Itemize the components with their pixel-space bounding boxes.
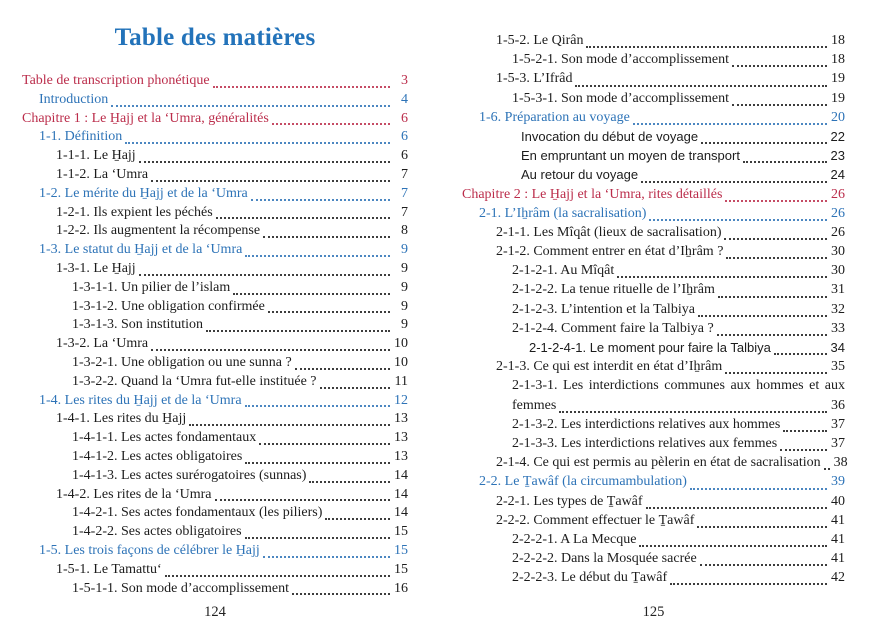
toc-leader-dots	[251, 199, 390, 201]
toc-entry-label: En empruntant un moyen de transport	[521, 148, 740, 164]
toc-entry	[22, 355, 408, 374]
toc-leader-dots	[725, 200, 827, 202]
toc-left-page	[22, 73, 408, 599]
toc-leader-dots	[717, 334, 827, 336]
toc-entry	[22, 148, 408, 167]
toc-leader-dots	[690, 488, 827, 490]
toc-leader-dots	[309, 481, 390, 483]
toc-entry	[462, 263, 845, 282]
toc-entry	[462, 494, 845, 513]
toc-leader-dots	[272, 123, 390, 125]
toc-page-number: 9	[401, 242, 408, 258]
toc-entry	[22, 374, 408, 393]
toc-leader-dots	[213, 86, 390, 88]
toc-entry	[462, 91, 845, 110]
toc-entry-label: 1-3-1-1. Un pilier de l’islam	[72, 279, 231, 295]
toc-leader-dots	[586, 46, 827, 48]
toc-page-number: 30	[831, 263, 845, 279]
toc-leader-dots	[268, 311, 390, 313]
toc-entry-label: 2-2. Le Ṯawâf (la circumambulation)	[479, 474, 687, 490]
toc-entry	[22, 205, 408, 224]
toc-entry-label: 1-6. Préparation au voyage	[479, 109, 630, 125]
toc-leader-dots	[718, 296, 827, 298]
toc-entry-label: Chapitre 1 : Le H̱ajj et la ‘Umra, généralités	[22, 110, 269, 126]
toc-page-number: 6	[401, 148, 408, 164]
toc-entry	[462, 436, 845, 455]
toc-entry-label: 1-5-3-1. Son mode d’accomplissement	[512, 90, 729, 106]
toc-entry-label: Table de transcription phonétique	[22, 73, 210, 88]
toc-entry	[22, 167, 408, 186]
toc-leader-dots	[559, 411, 827, 413]
toc-entry-label: 1-4-1-3. Les actes surérogatoires (sunnas)	[72, 467, 307, 483]
toc-entry-label: 1-5-1-1. Son mode d’accomplissement	[72, 580, 289, 596]
toc-entry	[22, 242, 408, 261]
toc-entry	[462, 302, 845, 321]
toc-entry-label: 1-4-1-1. Les actes fondamentaux	[72, 430, 257, 446]
toc-entry-label: 1-3. Le statut du H̱ajj et de la ‘Umra	[39, 242, 243, 258]
toc-leader-dots	[325, 518, 390, 520]
toc-entry	[22, 73, 408, 92]
toc-entry-label: 2-1-3-2. Les interdictions relatives aux hommes	[512, 416, 781, 432]
page-title: Table des matières	[114, 24, 316, 51]
toc-entry-label: 2-1-2-4-1. Le moment pour faire la Talbiya	[529, 340, 771, 355]
toc-leader-dots	[139, 161, 390, 163]
toc-page-number: 10	[394, 336, 408, 352]
toc-entry	[22, 543, 408, 562]
toc-leader-dots	[125, 142, 390, 144]
toc-leader-dots	[698, 315, 827, 317]
toc-page-number: 9	[401, 317, 408, 333]
toc-page-number: 13	[394, 411, 408, 427]
toc-leader-dots	[292, 593, 390, 595]
toc-entry-label: 1-4. Les rites du H̱ajj et de la ‘Umra	[39, 392, 242, 408]
toc-entry	[462, 359, 845, 378]
toc-leader-dots	[701, 142, 827, 144]
toc-leader-dots	[646, 507, 827, 509]
toc-entry-label: Chapitre 2 : Le H̱ajj et la ‘Umra, rites détaillés	[462, 186, 723, 202]
toc-entry	[462, 187, 845, 206]
toc-entry-label: 2-1-3-3. Les interdictions relatives aux femmes	[512, 435, 778, 451]
toc-right-page	[462, 33, 848, 589]
toc-page-number: 14	[394, 467, 408, 483]
toc-entry	[22, 581, 408, 600]
toc-entry	[462, 513, 845, 532]
toc-entry	[462, 378, 845, 397]
toc-page-number: 41	[831, 531, 845, 547]
toc-entry-label: 1-3-1-3. Son institution	[72, 317, 204, 333]
toc-leader-dots	[151, 180, 390, 182]
toc-entry-label: 1-2-2. Ils augmentent la récompense	[56, 223, 261, 239]
toc-entry	[462, 321, 845, 340]
toc-leader-dots	[245, 462, 390, 464]
toc-entry	[462, 340, 845, 359]
toc-leader-dots	[189, 424, 390, 426]
toc-entry	[462, 52, 845, 71]
toc-leader-dots	[732, 104, 827, 106]
toc-leader-dots	[617, 276, 827, 278]
toc-page-number: 24	[830, 167, 845, 183]
toc-page-number: 9	[401, 260, 408, 276]
toc-page-number: 35	[831, 359, 845, 375]
toc-leader-dots	[151, 349, 390, 351]
toc-page-number: 38	[833, 455, 848, 471]
toc-page-number: 7	[401, 185, 408, 201]
toc-page-number: 13	[394, 448, 408, 464]
toc-page-number: 19	[831, 71, 845, 87]
toc-entry	[22, 129, 408, 148]
toc-entry	[462, 282, 845, 301]
toc-entry-label: 2-2-1. Les types de Ṯawâf	[496, 493, 643, 509]
toc-page-number: 15	[394, 524, 408, 540]
toc-page-number: 12	[394, 392, 408, 408]
toc-entry	[22, 317, 408, 336]
toc-entry-label: 1-3-2-2. Quand la ‘Umra fut-elle instituée ?	[72, 373, 317, 389]
toc-page-number: 19	[831, 90, 845, 106]
toc-entry	[462, 33, 845, 52]
toc-entry-label: 2-1-2. Comment entrer en état d’Iẖrâm ?	[496, 244, 724, 260]
toc-page-number: 32	[831, 301, 845, 317]
toc-entry-label: 1-3-1. Le H̱ajj	[56, 260, 136, 276]
toc-entry-label: 1-5-2-1. Son mode d’accomplissement	[512, 52, 729, 68]
toc-entry-label: 1-3-2-1. Une obligation ou une sunna ?	[72, 354, 292, 370]
toc-entry-label: 1-4-1-2. Les actes obligatoires	[72, 448, 243, 464]
toc-entry-label: Invocation du début de voyage	[521, 128, 699, 144]
toc-page-number: 37	[831, 435, 845, 451]
toc-page-number: 34	[830, 340, 845, 355]
toc-leader-dots	[320, 387, 390, 389]
toc-leader-dots	[215, 499, 391, 501]
toc-page-number: 26	[831, 186, 845, 202]
toc-page-number: 7	[401, 166, 408, 182]
toc-entry-label: 1-4-2. Les rites de la ‘Umra	[56, 486, 212, 502]
toc-leader-dots	[639, 545, 827, 547]
toc-entry	[462, 532, 845, 551]
toc-entry-label: 2-1-2-3. L’intention et la Talbiya	[512, 301, 695, 317]
toc-entry	[462, 206, 845, 225]
toc-page-number: 41	[831, 512, 845, 528]
toc-page-number: 4	[401, 91, 408, 107]
toc-page-number: 31	[831, 282, 845, 298]
toc-page-number: 41	[831, 551, 845, 567]
toc-leader-dots	[295, 368, 390, 370]
toc-page-number: 3	[401, 73, 408, 88]
toc-page-number: 16	[394, 580, 408, 596]
toc-entry-label: 1-4-2-1. Ses actes fondamentaux (les piliers)	[72, 505, 323, 521]
toc-leader-dots	[263, 236, 390, 238]
toc-leader-dots	[743, 161, 827, 163]
toc-entry-label: 2-2-2. Comment effectuer le Ṯawâf	[496, 512, 695, 528]
toc-page-number: 11	[394, 373, 408, 389]
toc-page-number: 39	[831, 474, 845, 490]
toc-leader-dots	[165, 575, 390, 577]
toc-leader-dots	[216, 217, 390, 219]
toc-leader-dots	[263, 556, 390, 558]
toc-leader-dots	[697, 526, 827, 528]
toc-entry-label: 2-1-2-1. Au Mîqât	[512, 263, 615, 279]
toc-leader-dots	[724, 238, 827, 240]
toc-page-number: 13	[394, 430, 408, 446]
toc-leader-dots	[726, 257, 827, 259]
toc-entry	[22, 562, 408, 581]
toc-entry-label: 2-2-2-1. A La Mecque	[512, 531, 637, 547]
toc-entry-label: 2-1-3-1. Les interdictions communes aux hommes et aux	[512, 378, 845, 394]
toc-entry	[22, 223, 408, 242]
toc-entry-label: 1-3-2. La ‘Umra	[56, 336, 149, 352]
toc-leader-dots	[575, 85, 827, 87]
toc-entry	[22, 393, 408, 412]
toc-leader-dots	[670, 583, 827, 585]
toc-page-number: 36	[831, 397, 845, 413]
toc-entry	[462, 71, 845, 90]
toc-entry-label: 2-1. L’Iẖrâm (la sacralisation)	[479, 205, 647, 221]
toc-page-number: 9	[401, 298, 408, 314]
toc-page-number: 14	[394, 505, 408, 521]
toc-page-number: 30	[831, 244, 845, 260]
toc-entry-label: 1-5-2. Le Qirân	[496, 33, 584, 48]
toc-entry-label: 2-1-1. Les Mîqât (lieux de sacralisation)	[496, 224, 722, 240]
toc-leader-dots	[641, 181, 827, 183]
toc-entry	[22, 336, 408, 355]
toc-entry	[22, 505, 408, 524]
toc-entry	[22, 280, 408, 299]
toc-entry-label: Introduction	[39, 91, 109, 107]
toc-entry	[462, 148, 845, 167]
toc-entry	[22, 92, 408, 111]
toc-entry-label: 1-5. Les trois façons de célébrer le H̱ajj	[39, 542, 260, 558]
toc-leader-dots	[732, 65, 827, 67]
toc-page-number: 40	[831, 493, 845, 509]
toc-entry	[462, 474, 845, 493]
toc-page-number: 15	[394, 542, 408, 558]
toc-leader-dots	[139, 274, 390, 276]
toc-leader-dots	[649, 219, 827, 221]
toc-page-number: 15	[394, 561, 408, 577]
toc-page-number: 18	[831, 52, 845, 68]
toc-entry	[22, 261, 408, 280]
toc-entry-label: 1-1. Définition	[39, 129, 123, 145]
toc-entry	[462, 417, 845, 436]
toc-leader-dots	[774, 353, 827, 355]
toc-entry-label: 1-5-1. Le Tamattu‘	[56, 561, 162, 577]
toc-entry-continuation	[462, 398, 845, 417]
toc-entry-label: femmes	[512, 397, 557, 413]
toc-entry-label: 1-2. Le mérite du H̱ajj et de la ‘Umra	[39, 185, 248, 201]
toc-entry	[462, 129, 845, 148]
toc-entry	[22, 468, 408, 487]
toc-leader-dots	[233, 293, 390, 295]
toc-entry	[22, 430, 408, 449]
toc-entry-label: 1-2-1. Ils expient les péchés	[56, 204, 213, 220]
toc-page-number: 37	[831, 416, 845, 432]
toc-page-number: 22	[830, 128, 845, 144]
toc-page-number: 18	[831, 33, 845, 48]
toc-entry-label: 1-3-1-2. Une obligation confirmée	[72, 298, 265, 314]
toc-entry	[462, 455, 848, 474]
toc-page-number: 6	[401, 129, 408, 145]
toc-entry-label: 1-4-2-2. Ses actes obligatoires	[72, 524, 242, 540]
toc-entry-label: 1-4-1. Les rites du H̱ajj	[56, 411, 187, 427]
toc-entry-label: 1-5-3. L’Ifrâd	[496, 71, 573, 87]
toc-entry-label: 2-1-2-4. Comment faire la Talbiya ?	[512, 320, 714, 336]
toc-entry	[22, 487, 408, 506]
toc-entry-label: 1-1-1. Le H̱ajj	[56, 148, 136, 164]
toc-page-number: 6	[401, 110, 408, 126]
toc-entry	[22, 411, 408, 430]
toc-leader-dots	[245, 405, 390, 407]
toc-leader-dots	[245, 537, 390, 539]
toc-leader-dots	[206, 330, 390, 332]
toc-leader-dots	[780, 449, 827, 451]
toc-page-number: 26	[831, 205, 845, 221]
toc-page-number: 10	[394, 354, 408, 370]
toc-leader-dots	[700, 564, 827, 566]
toc-entry	[462, 110, 845, 129]
toc-page-number: 7	[401, 204, 408, 220]
toc-entry	[22, 299, 408, 318]
toc-entry-label: 2-2-2-3. Le début du Ṯawâf	[512, 570, 668, 586]
toc-entry-label: 2-1-2-2. La tenue rituelle de l’Iẖrâm	[512, 282, 715, 298]
toc-entry-label: Au retour du voyage	[521, 167, 639, 183]
toc-page-number: 33	[831, 320, 845, 336]
toc-page-number: 26	[831, 224, 845, 240]
toc-page-number: 20	[831, 109, 845, 125]
toc-entry-label: 1-1-2. La ‘Umra	[56, 166, 149, 182]
toc-entry	[462, 167, 845, 186]
toc-entry	[22, 186, 408, 205]
toc-leader-dots	[824, 468, 830, 470]
page-number-left: 124	[204, 604, 226, 620]
toc-leader-dots	[633, 123, 827, 125]
toc-entry	[462, 570, 845, 589]
toc-entry-label: 2-1-4. Ce qui est permis au pèlerin en état de sacralisation	[496, 455, 821, 471]
toc-leader-dots	[259, 443, 390, 445]
toc-leader-dots	[725, 372, 827, 374]
toc-entry	[462, 244, 845, 263]
toc-entry-label: 2-1-3. Ce qui est interdit en état d’Iẖrâm	[496, 359, 723, 375]
toc-leader-dots	[111, 105, 390, 107]
toc-page-number: 9	[401, 279, 408, 295]
toc-leader-dots	[783, 430, 827, 432]
toc-page-number: 23	[830, 148, 845, 164]
page-number-right: 125	[642, 604, 665, 620]
toc-leader-dots	[245, 255, 390, 257]
toc-entry	[462, 225, 845, 244]
toc-page-number: 42	[831, 570, 845, 586]
toc-entry-label: 2-2-2-2. Dans la Mosquée sacrée	[512, 551, 697, 567]
toc-entry	[22, 524, 408, 543]
toc-page-number: 8	[401, 223, 408, 239]
toc-entry	[22, 111, 408, 130]
toc-page-number: 14	[394, 486, 408, 502]
toc-entry	[22, 449, 408, 468]
toc-entry	[462, 551, 845, 570]
